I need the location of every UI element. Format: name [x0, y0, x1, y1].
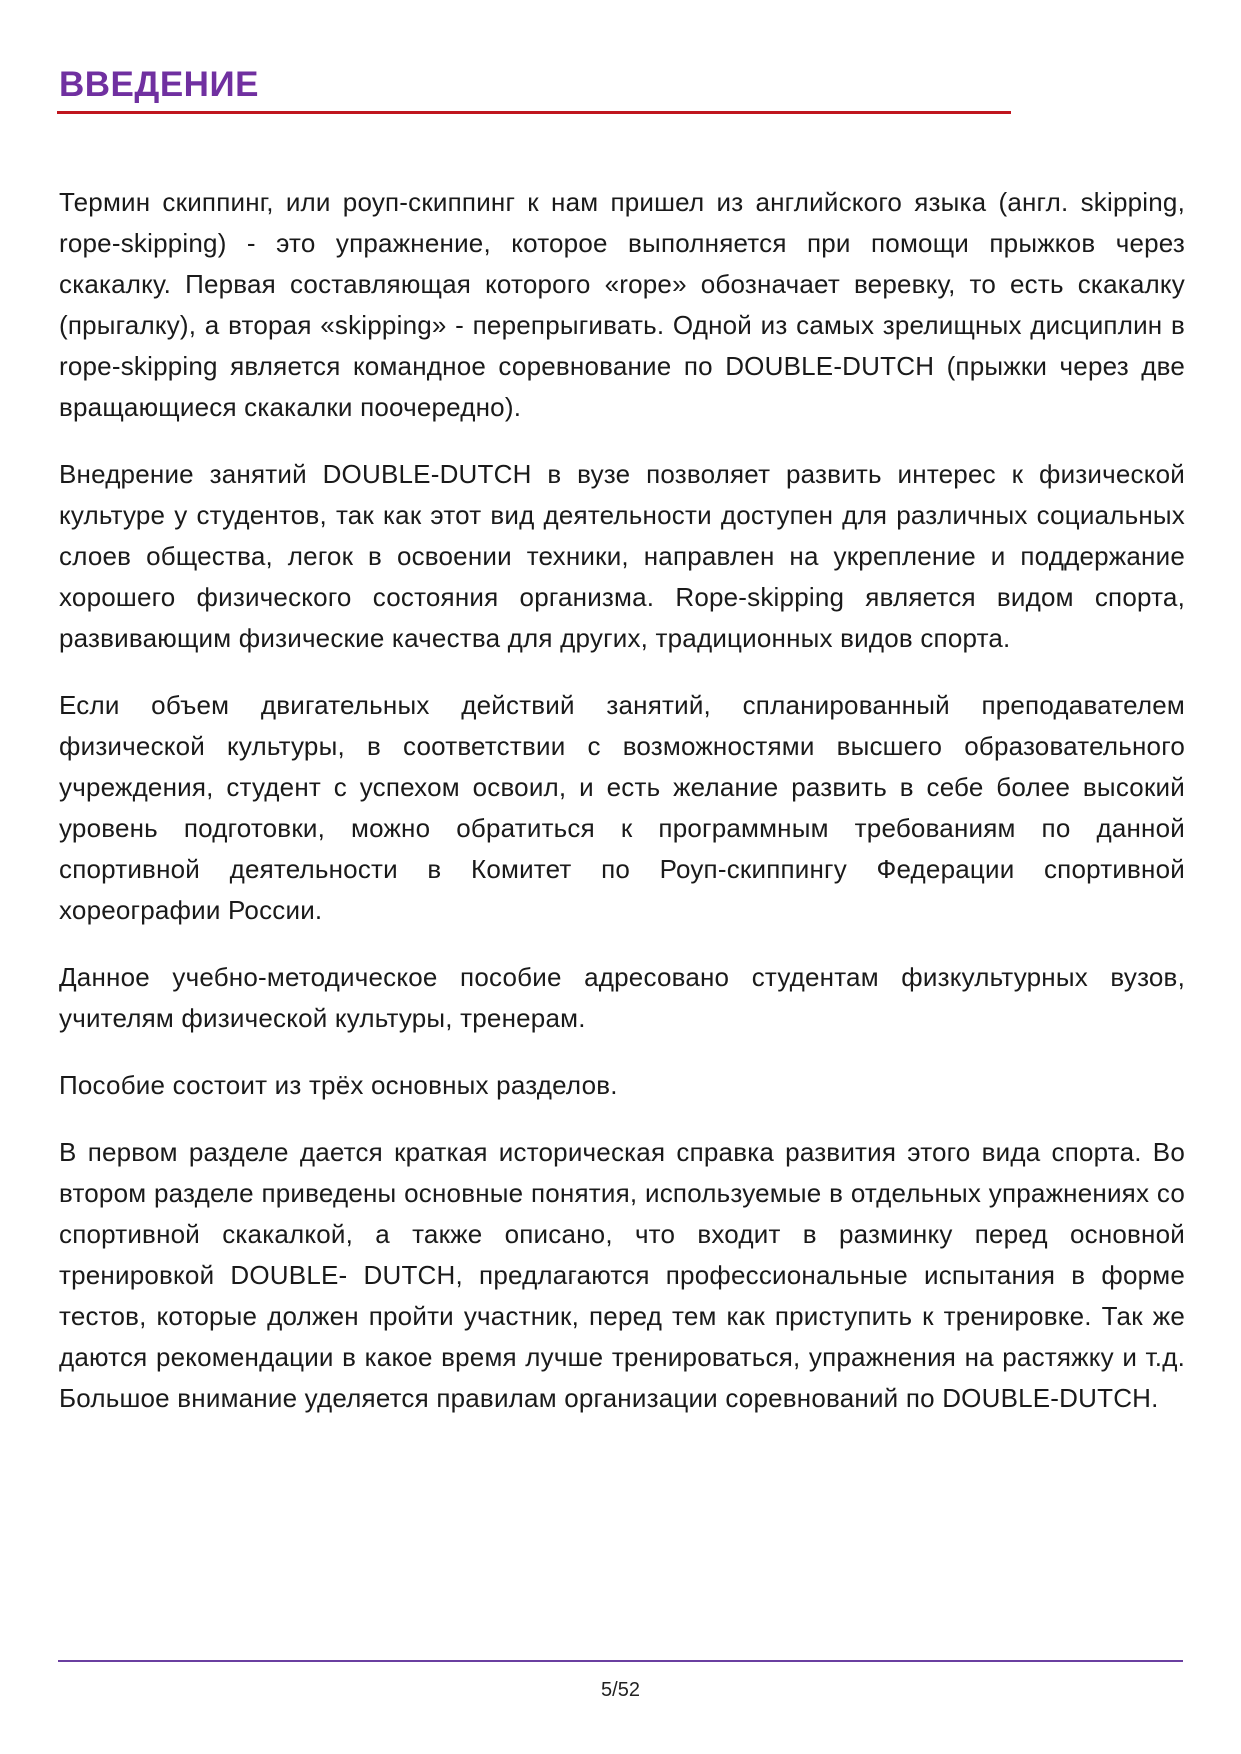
- paragraph-sections-overview: В первом разделе дается краткая историческая справка развития этого вида спорта. Во втором разделе приведены основные понятия, используемые в отдельных упражнениях со спортивной скакалкой, а также описано, что входит в разминку перед основной тренировкой DOUBLE- DUTCH, предлагаются профессиональные испытания в форме тестов, которые должен пройти участник, перед тем как приступить к тренировке. Так же даются рекомендации в какое время лучше тренироваться, упражнения на растяжку и т.д. Большое внимание уделяется правилам организации соревнований по DOUBLE-DUTCH.: [59, 1137, 1185, 1413]
- footer-divider: [58, 1660, 1183, 1662]
- paragraph-audience: Данное учебно-методическое пособие адресовано студентам физкультурных вузов, учителям физической культуры, тренерам.: [59, 962, 1185, 1033]
- body-text: [59, 182, 1185, 1445]
- paragraph-university-adoption: Внедрение занятий DOUBLE-DUTCH в вузе позволяет развить интерес к физической культуре у студентов, так как этот вид деятельности доступен для различных социальных слоев общества, легок в освоении техники, направлен на укрепление и поддержание хорошего физического состояния организма. Rope-skipping является видом спорта, развивающим физические качества для других, традиционных видов спорта.: [59, 459, 1185, 653]
- page-number: 5/52: [601, 1679, 640, 1701]
- section-heading: ВВЕДЕНИЕ: [59, 65, 259, 104]
- heading-underline: [57, 111, 1011, 114]
- paragraph-structure: Пособие состоит из трёх основных разделов.: [59, 1070, 618, 1100]
- paragraph-further-training: Если объем двигательных действий занятий, спланированный преподавателем физической культуры, в соответствии с возможностями высшего образовательного учреждения, студент с успехом освоил, и есть желание развить в себе более высокий уровень подготовки, можно обратиться к программным требованиям по данной спортивной деятельности в Комитет по Роуп-скиппингу Федерации спортивной хореографии России.: [59, 690, 1185, 925]
- paragraph-intro-term: Термин скиппинг, или роуп-скиппинг к нам пришел из английского языка (англ. skipping, rope-skipping) - это упражнение, которое выполняется при помощи прыжков через скакалку. Первая составляющая которого «rope» обозначает веревку, то есть скакалку (прыгалку), а вторая «skipping» - перепрыгивать. Одной из самых зрелищных дисциплин в rope-skipping является командное соревнование по DOUBLE-DUTCH (прыжки через две вращающиеся скакалки поочередно).: [59, 187, 1185, 422]
